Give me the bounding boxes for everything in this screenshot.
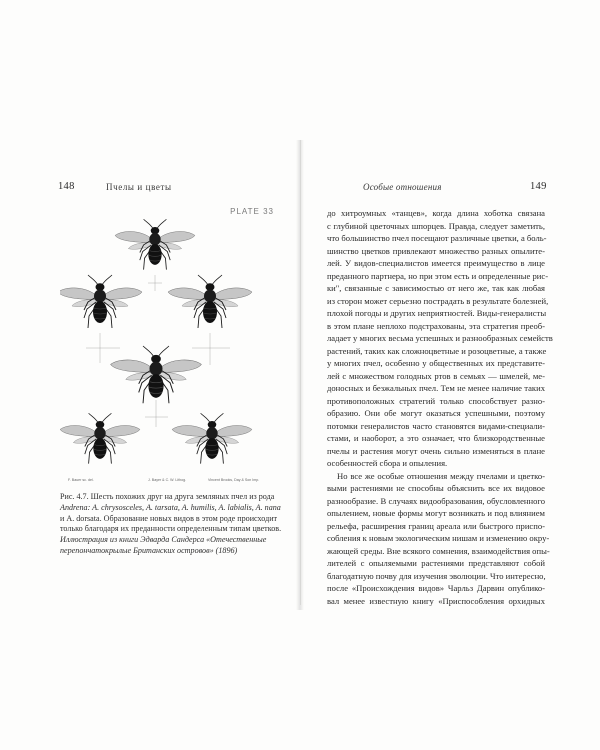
text-line: шинство цветков привлекают множество разных опылите- <box>327 245 545 256</box>
text-line: жающей среды. Вне всякого сомнения, взаимодействия опы- <box>327 545 550 556</box>
text-line: ладает у многих весьма успешных и разнообразных семейств <box>327 333 553 343</box>
figure-caption <box>60 492 288 557</box>
text-line: разнообразие. В случаях видообразования, обусловленного <box>327 495 545 506</box>
caption-line: Иллюстрация из книги Эдварда Сандерса «Отечественные <box>60 535 267 545</box>
text-line: лей. У видов-специалистов имеется преимущество в лице <box>327 258 545 268</box>
text-line: выми растениями не способны объяснить все их видовое <box>327 483 545 493</box>
text-line: ки", связанные с зависимостью от него же, так как любая <box>327 283 545 293</box>
text-line: потомки генералистов часто становятся видами-специали- <box>327 420 545 431</box>
text-line: из сторон может серьезно пострадать в результате болезней, <box>327 295 549 306</box>
text-line: с глубиной цветочных шпорцев. Правда, следует заметить, <box>327 220 545 231</box>
text-line: пчелы и растения могут очень сильно изменяться в плане <box>327 445 545 456</box>
text-line: противоположных стратегий только способствует разно- <box>327 395 545 406</box>
text-line: особенностей сбора и опыления. <box>327 458 448 468</box>
text-line: опылением, новые формы могут возникать и под влиянием <box>327 508 545 518</box>
text-line: рельефа, расширения границ ареала или быстрого приспо- <box>327 520 545 531</box>
text-line: что большинство пчел посещают различные цветки, а боль- <box>327 233 547 243</box>
plate-credit-1: F. Bauer sc. del. <box>68 478 94 482</box>
text-line: благодатную почву для изучения эволюции. Что интересно, <box>327 570 546 581</box>
text-line: стами, и наоборот, а это означает, что близкородственные <box>327 433 545 443</box>
plate-credit-2: J. Bayer & C. W. Lithog. <box>148 478 187 482</box>
page-number-left: 148 <box>58 181 75 192</box>
running-head-right: Особые отношения <box>363 182 442 192</box>
caption-line: перепончатокрылые Британских островов» (1896) <box>60 545 238 555</box>
text-line: лителей с опыляемыми растениями представляют собой <box>327 558 545 568</box>
text-line: после «Происхождения видов» Чарльз Дарвин опублико- <box>327 583 545 593</box>
plate-credit-3: Vincent Brooks, Day & Son Imp. <box>208 478 260 482</box>
text-line: Но все же особые отношения между пчелами и цветко- <box>337 470 545 481</box>
text-line: собления к новым экологическим нишам и изменению окру- <box>327 533 550 543</box>
body-text <box>327 207 553 607</box>
caption-line: и A. dorsata. Образование новых видов в этом роде происходит <box>60 513 278 523</box>
caption-line: Andrena: A. chrysosceles, A. tarsata, A. humilis, A. labialis, A. nana <box>60 502 281 512</box>
caption-line: Рис. 4.7. Шесть похожих друг на друга земляных пчел из рода <box>60 492 275 501</box>
bee-plate-illustration <box>60 205 280 488</box>
text-line: образию. Они обе могут оказаться успешными, поэтому <box>327 408 545 418</box>
text-line: плохой погоды и других неприятностей. Виды-генералисты <box>327 308 547 318</box>
text-line: лей с множеством голодных ртов в семьях — шмелей, ме- <box>327 370 545 381</box>
text-line: преданного партнера, но при этом есть и определенные рис- <box>327 270 549 281</box>
text-line: у многих пчел, особенно у общественных их представите- <box>327 358 545 368</box>
text-line: до хитроумных «танцев», когда длина хоботка связана <box>327 208 545 218</box>
text-line: в этом плане неплохо подстрахованы, эта стратегия преоб- <box>327 320 545 331</box>
bees-drawing <box>60 205 280 488</box>
caption-line: только благодаря их преданности определенным типам цветков. <box>60 524 282 534</box>
page-number-right: 149 <box>530 181 547 192</box>
running-head-left: Пчелы и цветы <box>106 182 172 192</box>
text-line: доносных и безжальных пчел. Тем не менее наличие таких <box>327 383 545 393</box>
plate-label: PLATE 33 <box>230 207 274 216</box>
gutter-line <box>300 140 301 605</box>
text-line: растений, таких как сложноцветные и розоцветные, а также <box>327 345 547 356</box>
text-line: вал менее известную книгу «Приспособления орхидных <box>327 595 545 606</box>
